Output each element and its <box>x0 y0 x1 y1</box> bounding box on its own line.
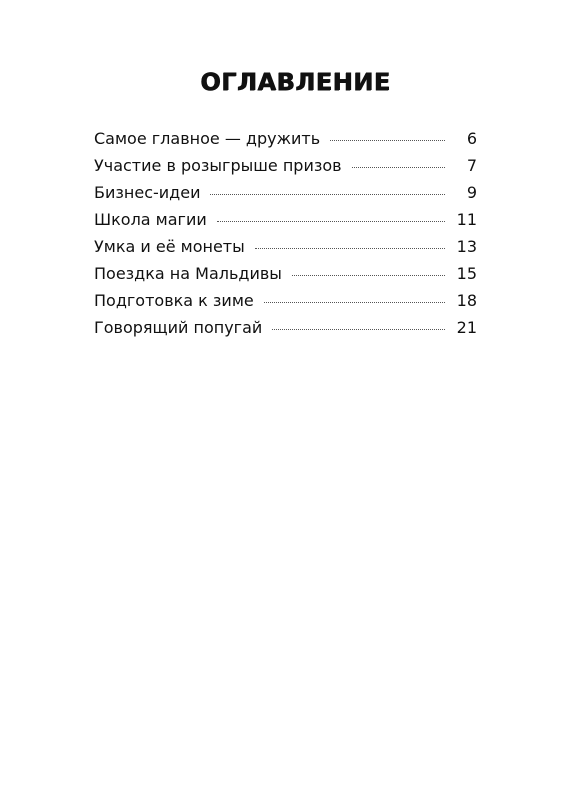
toc-entry-title: Подготовка к зиме <box>94 291 254 310</box>
toc-dot-leader <box>272 329 445 330</box>
toc-dot-leader <box>292 275 445 276</box>
toc-dot-leader <box>210 194 445 195</box>
toc-entry <box>94 129 477 156</box>
toc-entry <box>94 264 477 291</box>
toc-entry <box>94 183 477 210</box>
toc-entry-title: Бизнес-идеи <box>94 183 201 202</box>
toc-entry-page: 21 <box>456 318 477 337</box>
toc-entry <box>94 156 477 183</box>
toc-entry-title: Поездка на Мальдивы <box>94 264 282 283</box>
toc-dot-leader <box>352 167 445 168</box>
toc-entry-page: 9 <box>466 183 477 202</box>
toc-dot-leader <box>264 302 445 303</box>
table-of-contents <box>94 129 477 345</box>
toc-entry <box>94 291 477 318</box>
toc-entry-page: 7 <box>466 156 477 175</box>
toc-entry-title: Самое главное — дружить <box>94 129 321 148</box>
toc-entry-title: Участие в розыгрыше призов <box>94 156 342 175</box>
toc-entry-title: Говорящий попугай <box>94 318 263 337</box>
toc-entry-page: 11 <box>456 210 477 229</box>
toc-dot-leader <box>330 140 445 141</box>
toc-entry <box>94 237 477 264</box>
toc-entry-page: 6 <box>466 129 477 148</box>
toc-entry <box>94 318 477 345</box>
toc-dot-leader <box>255 248 445 249</box>
page-title: ОГЛАВЛЕНИЕ <box>200 68 391 96</box>
toc-entry-page: 18 <box>456 291 477 310</box>
toc-entry-page: 13 <box>456 237 477 256</box>
toc-entry <box>94 210 477 237</box>
toc-entry-page: 15 <box>456 264 477 283</box>
toc-dot-leader <box>217 221 445 222</box>
toc-entry-title: Умка и её монеты <box>94 237 245 256</box>
toc-entry-title: Школа магии <box>94 210 207 229</box>
